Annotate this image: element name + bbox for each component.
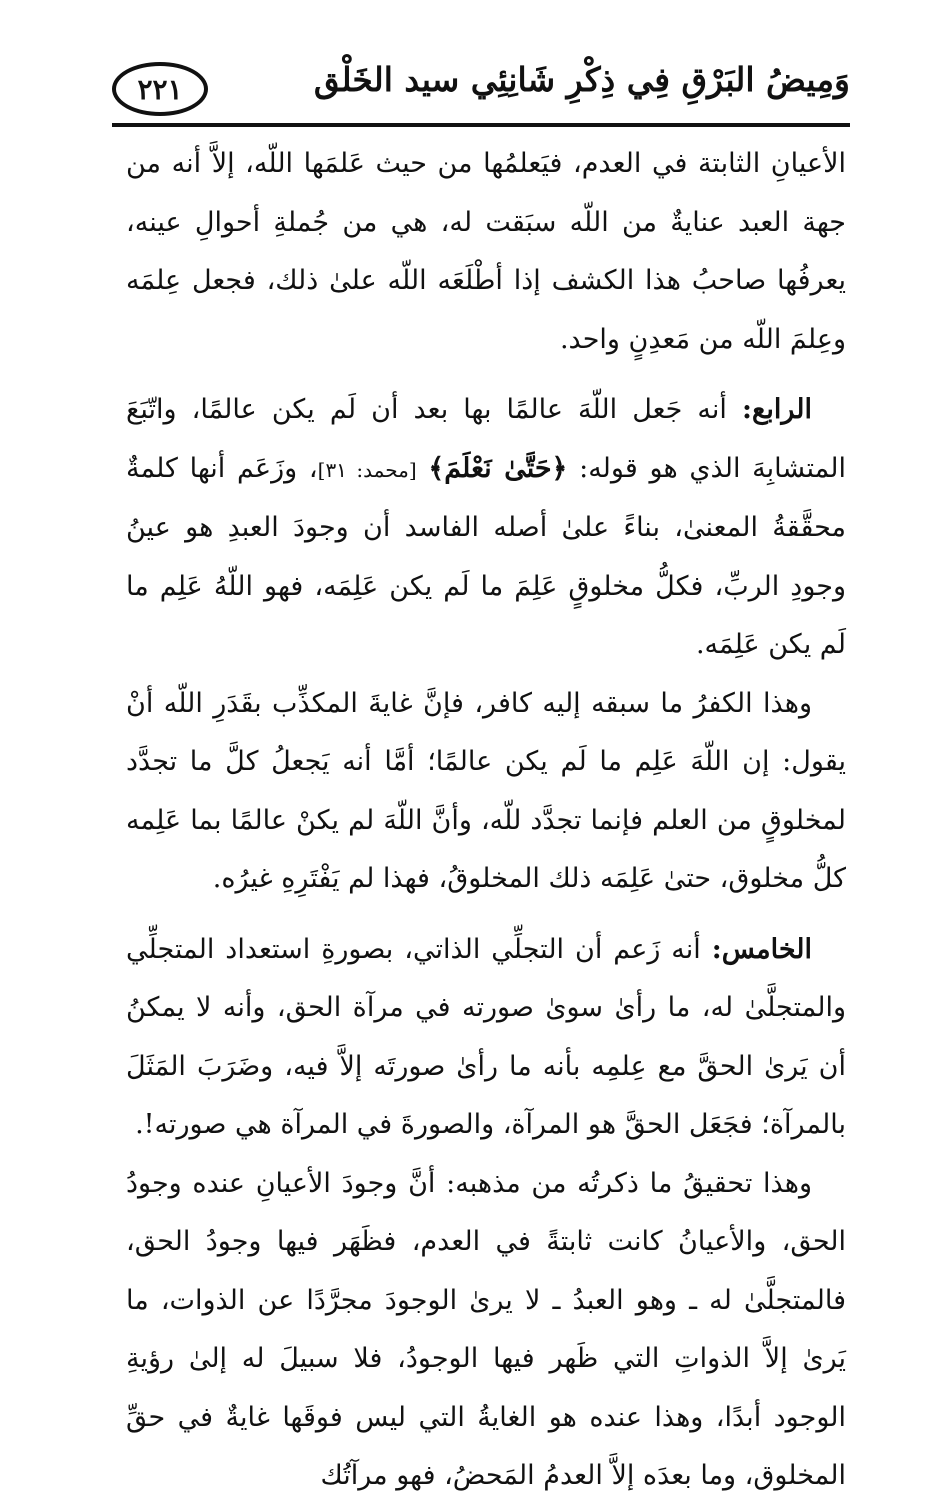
paragraph-text: ، وزَعَم أنها كلمةٌ محقَّقةُ المعنىٰ، بناءً علىٰ أصله الفاسد أن وجودَ العبدِ هو عينُ وجودِ الربِّ، فكلُّ مخلوقٍ عَلِمَ ما لَم يكن عَلِمَه، فهو اللّهُ عَلِم ما لَم يكن عَلِمَه. [126,452,846,660]
paragraph-4 [126,921,846,1155]
page-number: ٢٢١ [137,72,183,106]
paragraph-text: وهذا الكفرُ ما سبقه إليه كافر، فإنَّ غايةَ المكذِّب بقَدَرِ اللّه أنْ يقول: إن اللّهَ عَلِم ما لَم يكن عالمًا؛ أمَّا أنه يَجعلُ كلَّ ما تجدَّد لمخلوقٍ من العلم فإنما تجدَّد للّه، وأنَّ اللّهَ لم يكنْ عالمًا بما عَلِمه كلُّ مخلوق، حتىٰ عَلِمَه ذلك المخلوقُ، فهذا لم يَفْتَرِهِ غيرُه. [126,687,846,894]
paragraph-2 [126,381,846,675]
paragraph-text: وهذا تحقيقُ ما ذكرتُه من مذهبه: أنَّ وجودَ الأعيانِ عنده وجودُ الحق، والأعيانُ كانت ثابتةً في العدم، فظَهَر فيها وجودُ الحق، فالمتجلَّىٰ له ـ وهو العبدُ ـ لا يرىٰ الوجودَ مجرَّدًا عن الذوات، ما يَرىٰ إلاَّ الذواتِ التي ظَهر فيها الوجودُ، فلا سبيلَ له إلىٰ رؤيةِ الوجود أبدًا، وهذا عنده هو الغايةُ التي ليس فوقَها غايةٌ في حقِّ المخلوق، وما بعدَه إلاَّ العدمُ المَحضُ، فهو مرآتُك [126,1167,846,1491]
running-title: وَمِيضُ البَرْقِ فِي ذِكْرِ شَانِئِي سيد الخَلْق [313,60,850,99]
paragraph-text: أنه جَعل اللّهَ عالمًا بها بعد أن لَم يكن عالمًا، واتّبَعَ المتشابِهَ الذي هو قوله: [126,394,846,484]
body-text [126,135,846,1506]
header-rule [112,123,850,127]
paragraph-text: أنه زَعم أن التجلِّي الذاتي، بصورةِ استعداد المتجلِّي والمتجلَّىٰ له، ما رأىٰ سوىٰ صورته في مرآة الحق، وأنه لا يمكنُ أن يَرىٰ الحقَّ مع عِلمِه بأنه ما رأىٰ صورتَه إلاَّ فيه، وضَرَبَ المَثَلَ بالمرآة؛ فجَعَل الحقَّ هو المرآة، والصورةَ في المرآة هي صورته!. [126,933,846,1140]
quran-quote: ﴿حَتَّىٰ نَعْلَمَ﴾ [428,452,568,484]
paragraph-3 [126,675,846,909]
paragraph-lead: الخامس: [711,933,813,965]
paragraph-5 [126,1155,846,1506]
paragraph-1 [126,135,846,369]
page-header [112,52,850,122]
paragraph-lead: الرابع: [742,394,812,425]
page-number-oval [112,62,208,116]
paragraph-text: الأعيانِ الثابتة في العدم، فيَعلمُها من حيث عَلمَها اللّه، إلاَّ أنه من جهة العبد عنايةٌ من اللّه سبَقت له، هي من جُملةِ أحوالِ عينه، يعرفُها صاحبُ هذا الكشف إذا أطْلَعَه اللّه علىٰ ذلك، فجعل عِلمَه وعِلمَ اللّه من مَعدِنٍ واحد. [126,148,846,355]
quran-citation: [محمد: ٣١] [317,457,417,482]
